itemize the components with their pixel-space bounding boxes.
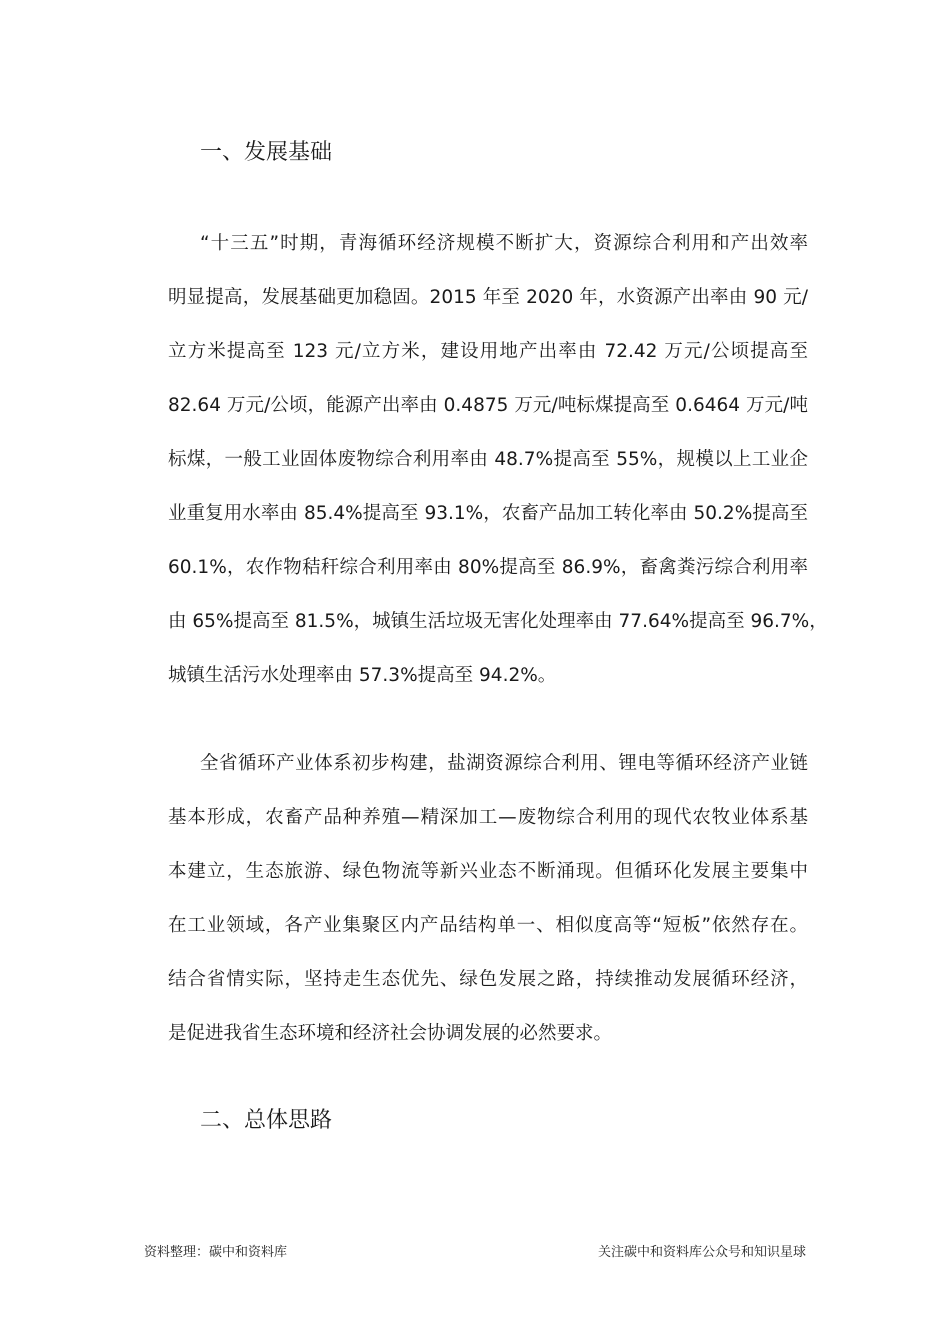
paragraph-line: 在工业领域，各产业集聚区内产品结构单一、相似度高等“短板”依然存在。 xyxy=(168,915,808,936)
footer-follow-note: 关注碳中和资料库公众号和知识星球 xyxy=(597,1245,806,1260)
paragraph-line: 60.1%，农作物秸秆综合利用率由 80%提高至 86.9%，畜禽粪污综合利用率 xyxy=(168,557,808,578)
paragraph-line: “十三五”时期，青海循环经济规模不断扩大，资源综合利用和产出效率 xyxy=(200,233,808,254)
paragraph-line: 本建立，生态旅游、绿色物流等新兴业态不断涌现。但循环化发展主要集中 xyxy=(168,861,808,882)
footer-source: 资料整理：碳中和资料库 xyxy=(144,1245,288,1260)
section-heading-overall-approach: 二、总体思路 xyxy=(200,1108,333,1133)
paragraph-line: 基本形成，农畜产品种养殖—精深加工—废物综合利用的现代农牧业体系基 xyxy=(168,807,808,828)
paragraph-line: 结合省情实际，坚持走生态优先、绿色发展之路，持续推动发展循环经济， xyxy=(168,969,808,990)
section-heading-development-basis: 一、发展基础 xyxy=(200,140,333,165)
paragraph-line: 标煤，一般工业固体废物综合利用率由 48.7%提高至 55%，规模以上工业企 xyxy=(168,449,808,470)
paragraph-line: 立方米提高至 123 元/立方米，建设用地产出率由 72.42 万元/公顷提高至 xyxy=(168,341,808,362)
paragraph-line: 是促进我省生态环境和经济社会协调发展的必然要求。 xyxy=(168,1023,613,1044)
paragraph-line: 由 65%提高至 81.5%，城镇生活垃圾无害化处理率由 77.64%提高至 96.7%， xyxy=(168,611,828,632)
paragraph-line: 82.64 万元/公顷，能源产出率由 0.4875 万元/吨标煤提高至 0.6464 万元/吨 xyxy=(168,395,808,416)
paragraph-line: 全省循环产业体系初步构建，盐湖资源综合利用、锂电等循环经济产业链 xyxy=(200,753,808,774)
paragraph-line: 明显提高，发展基础更加稳固。2015 年至 2020 年，水资源产出率由 90 元/ xyxy=(168,287,808,308)
paragraph-line: 城镇生活污水处理率由 57.3%提高至 94.2%。 xyxy=(168,665,557,686)
paragraph-line: 业重复用水率由 85.4%提高至 93.1%，农畜产品加工转化率由 50.2%提高至 xyxy=(168,503,808,524)
